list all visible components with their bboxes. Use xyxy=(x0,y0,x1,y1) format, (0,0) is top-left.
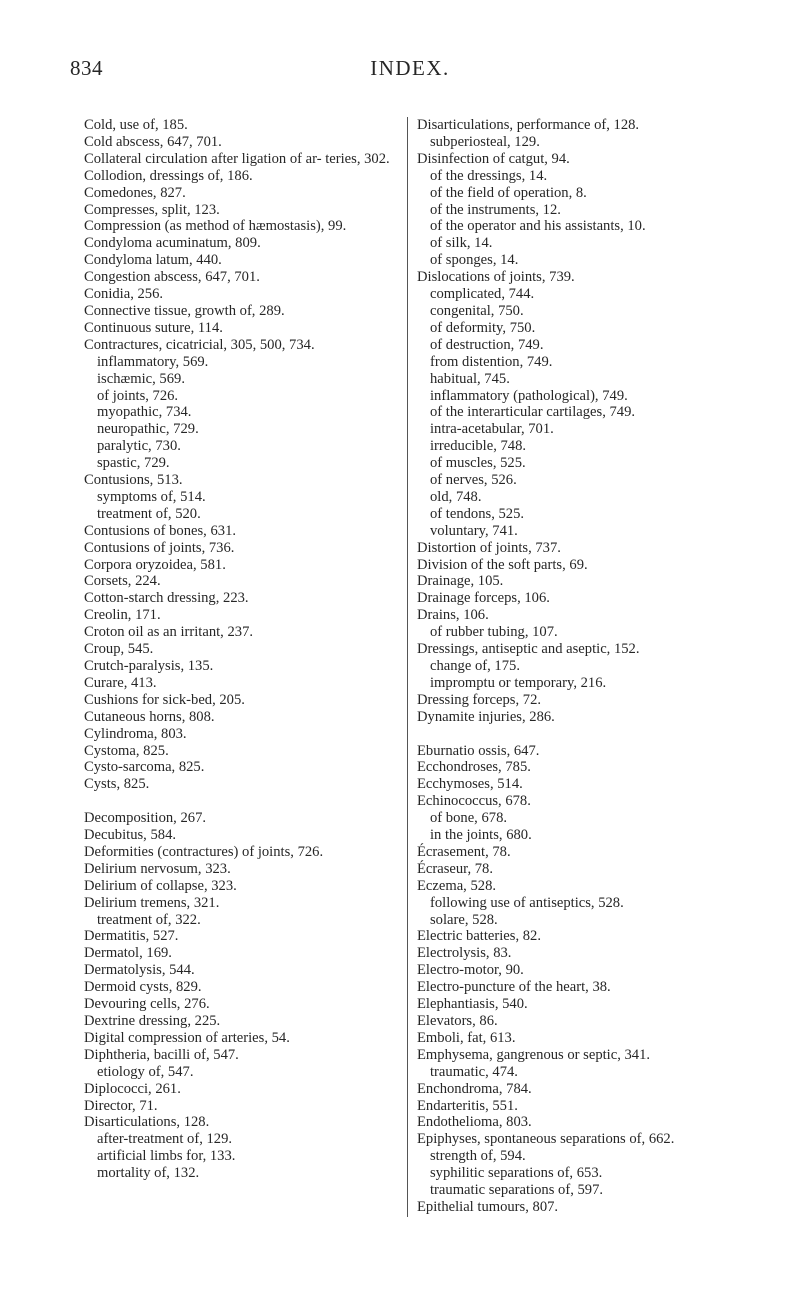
index-entry: Croton oil as an irritant, 237. xyxy=(84,624,254,641)
index-entry: Cysts, 825. xyxy=(84,776,150,793)
index-entry: Echinococcus, 678. xyxy=(417,793,531,810)
index-entry: Eczema, 528. xyxy=(417,877,497,894)
index-subentry: of the field of operation, 8. xyxy=(430,184,587,201)
index-entry: Cotton-starch dressing, 223. xyxy=(84,590,249,607)
index-entry: Croup, 545. xyxy=(84,641,154,658)
index-entry: Congestion abscess, 647, 701. xyxy=(84,269,260,286)
index-subentry: symptoms of, 514. xyxy=(97,488,206,505)
index-entry: Ecchymoses, 514. xyxy=(417,776,523,793)
index-entry: Creolin, 171. xyxy=(84,607,161,624)
index-subentry: from distention, 749. xyxy=(430,353,553,370)
index-entry: Dynamite injuries, 286. xyxy=(417,708,555,725)
index-entry: Digital compression of arteries, 54. xyxy=(84,1029,290,1046)
index-entry: Dermatol, 169. xyxy=(84,945,172,962)
index-entry: Epiphyses, spontaneous separations of, 662. xyxy=(417,1131,675,1148)
index-entry: Conidia, 256. xyxy=(84,286,164,303)
index-entry: Contusions, 513. xyxy=(84,472,183,489)
index-entry: Emphysema, gangrenous or septic, 341. xyxy=(417,1046,651,1063)
index-entry: Drainage forceps, 106. xyxy=(417,590,550,607)
index-entry: Elephantiasis, 540. xyxy=(417,996,528,1013)
index-entry: Electro-puncture of the heart, 38. xyxy=(417,979,611,996)
index-entry: Corpora oryzoidea, 581. xyxy=(84,556,226,573)
index-entry: Division of the soft parts, 69. xyxy=(417,556,588,573)
index-subentry: ischæmic, 569. xyxy=(97,370,185,387)
running-head: INDEX. xyxy=(370,56,450,80)
index-entry: Cold abscess, 647, 701. xyxy=(84,133,222,150)
index-entry: Continuous suture, 114. xyxy=(84,319,223,336)
index-entry: Endarteritis, 551. xyxy=(417,1097,518,1114)
index-subentry: in the joints, 680. xyxy=(430,827,532,844)
index-entry: Endothelioma, 803. xyxy=(417,1114,532,1131)
index-entry: Deformities (contractures) of joints, 726. xyxy=(84,843,324,860)
index-entry: Drains, 106. xyxy=(417,607,489,624)
index-entry: Compression (as method of hæmostasis), 99. xyxy=(84,218,347,235)
index-entry: Decubitus, 584. xyxy=(84,827,177,844)
index-subentry: traumatic, 474. xyxy=(430,1063,518,1080)
index-column-right xyxy=(417,117,747,1216)
page-number: 834 xyxy=(70,56,103,80)
index-entry: Collodion, dressings of, 186. xyxy=(84,167,253,184)
index-entry: Delirium nervosum, 323. xyxy=(84,860,231,877)
index-subentry: change of, 175. xyxy=(430,658,520,674)
index-subentry: of tendons, 525. xyxy=(430,505,525,522)
index-entry: Delirium of collapse, 323. xyxy=(84,877,237,894)
index-subentry: spastic, 729. xyxy=(97,455,170,472)
index-entry: Condyloma latum, 440. xyxy=(84,252,222,269)
index-subentry: of the interarticular cartilages, 749. xyxy=(430,404,636,421)
index-entry: Contusions of joints, 736. xyxy=(84,539,235,556)
index-entry: Dressings, antiseptic and aseptic, 152. xyxy=(417,641,640,658)
index-entry: Compresses, split, 123. xyxy=(84,201,220,218)
index-subentry: congenital, 750. xyxy=(430,302,524,319)
index-subentry: of bone, 678. xyxy=(430,810,508,827)
index-entry: Dermoid cysts, 829. xyxy=(84,979,202,996)
index-subentry: strength of, 594. xyxy=(430,1148,526,1165)
index-entry: Devouring cells, 276. xyxy=(84,996,210,1013)
index-subentry: traumatic separations of, 597. xyxy=(430,1182,604,1199)
column-divider xyxy=(407,117,408,1217)
index-subentry: irreducible, 748. xyxy=(430,438,527,455)
index-entry: Distortion of joints, 737. xyxy=(417,539,561,556)
index-entry: Disarticulations, performance of, 128. xyxy=(417,117,640,133)
index-subentry: of destruction, 749. xyxy=(430,336,544,353)
index-entry: Cylindroma, 803. xyxy=(84,725,187,742)
index-column-left xyxy=(84,117,406,1182)
index-subentry: impromptu or temporary, 216. xyxy=(430,674,607,691)
index-entry: Collateral circulation after ligation of ar- teries, 302. xyxy=(84,150,390,167)
index-subentry: after-treatment of, 129. xyxy=(97,1131,233,1148)
index-subentry: inflammatory (pathological), 749. xyxy=(430,387,628,404)
index-subentry: of joints, 726. xyxy=(97,387,179,404)
index-entry: Cysto-sarcoma, 825. xyxy=(84,759,205,776)
index-subentry: solare, 528. xyxy=(430,911,498,928)
index-entry: Emboli, fat, 613. xyxy=(417,1029,516,1046)
index-subentry: old, 748. xyxy=(430,488,482,505)
index-subentry: etiology of, 547. xyxy=(97,1063,194,1080)
index-entry: Contusions of bones, 631. xyxy=(84,522,237,539)
index-entry: Cystoma, 825. xyxy=(84,742,169,759)
index-entry: Dextrine dressing, 225. xyxy=(84,1013,221,1030)
index-entry: Corsets, 224. xyxy=(84,573,161,590)
index-subentry: of the instruments, 12. xyxy=(430,201,561,218)
index-subentry: subperiosteal, 129. xyxy=(430,133,540,150)
index-subentry: of sponges, 14. xyxy=(430,252,519,269)
index-subentry: treatment of, 520. xyxy=(97,505,201,522)
index-entry: Decomposition, 267. xyxy=(84,810,207,827)
index-subentry: myopathic, 734. xyxy=(97,404,192,421)
index-entry: Elevators, 86. xyxy=(417,1013,498,1030)
index-entry: Electro-motor, 90. xyxy=(417,962,524,979)
index-entry: Condyloma acuminatum, 809. xyxy=(84,235,261,252)
index-entry: Disinfection of catgut, 94. xyxy=(417,150,570,167)
index-entry: Cushions for sick-bed, 205. xyxy=(84,691,245,708)
index-entry: Diphtheria, bacilli of, 547. xyxy=(84,1046,239,1063)
index-entry: Enchondroma, 784. xyxy=(417,1080,532,1097)
index-entry: Cold, use of, 185. xyxy=(84,117,188,133)
index-subentry: of rubber tubing, 107. xyxy=(430,624,558,641)
index-entry: Écrasement, 78. xyxy=(417,843,511,860)
index-subentry: syphilitic separations of, 653. xyxy=(430,1165,603,1182)
index-subentry: neuropathic, 729. xyxy=(97,421,199,438)
index-subentry: following use of antiseptics, 528. xyxy=(430,894,624,911)
section-gap xyxy=(84,793,406,810)
index-subentry: of deformity, 750. xyxy=(430,319,536,336)
index-entry: Dressing forceps, 72. xyxy=(417,691,542,708)
index-subentry: artificial limbs for, 133. xyxy=(97,1148,236,1165)
index-entry: Electrolysis, 83. xyxy=(417,945,512,962)
index-entry: Delirium tremens, 321. xyxy=(84,894,220,911)
index-entry: Crutch-paralysis, 135. xyxy=(84,658,214,674)
index-entry: Dislocations of joints, 739. xyxy=(417,269,575,286)
index-entry: Drainage, 105. xyxy=(417,573,504,590)
section-gap xyxy=(417,726,747,743)
index-entry: Cutaneous horns, 808. xyxy=(84,708,215,725)
index-subentry: voluntary, 741. xyxy=(430,522,518,539)
index-subentry: paralytic, 730. xyxy=(97,438,181,455)
index-entry: Connective tissue, growth of, 289. xyxy=(84,302,285,319)
index-subentry: treatment of, 322. xyxy=(97,911,201,928)
index-entry: Curare, 413. xyxy=(84,674,157,691)
index-subentry: of nerves, 526. xyxy=(430,472,517,489)
index-entry: Epithelial tumours, 807. xyxy=(417,1198,559,1215)
index-entry: Ecchondroses, 785. xyxy=(417,759,531,776)
page-header xyxy=(70,56,750,82)
index-subentry: intra-acetabular, 701. xyxy=(430,421,554,438)
index-entry: Contractures, cicatricial, 305, 500, 734. xyxy=(84,336,315,353)
index-entry: Eburnatio ossis, 647. xyxy=(417,742,540,759)
index-subentry: mortality of, 132. xyxy=(97,1165,200,1182)
index-entry: Director, 71. xyxy=(84,1097,158,1114)
index-subentry: complicated, 744. xyxy=(430,286,535,303)
index-entry: Dermatolysis, 544. xyxy=(84,962,195,979)
index-subentry: habitual, 745. xyxy=(430,370,510,387)
index-entry: Comedones, 827. xyxy=(84,184,186,201)
index-subentry: of muscles, 525. xyxy=(430,455,526,472)
index-entry: Écraseur, 78. xyxy=(417,860,493,877)
index-subentry: of silk, 14. xyxy=(430,235,493,252)
index-entry: Electric batteries, 82. xyxy=(417,928,541,945)
index-subentry: of the operator and his assistants, 10. xyxy=(430,218,646,235)
index-subentry: of the dressings, 14. xyxy=(430,167,548,184)
index-subentry: inflammatory, 569. xyxy=(97,353,209,370)
index-entry: Dermatitis, 527. xyxy=(84,928,179,945)
index-entry: Disarticulations, 128. xyxy=(84,1114,210,1131)
index-entry: Diplococci, 261. xyxy=(84,1080,181,1097)
